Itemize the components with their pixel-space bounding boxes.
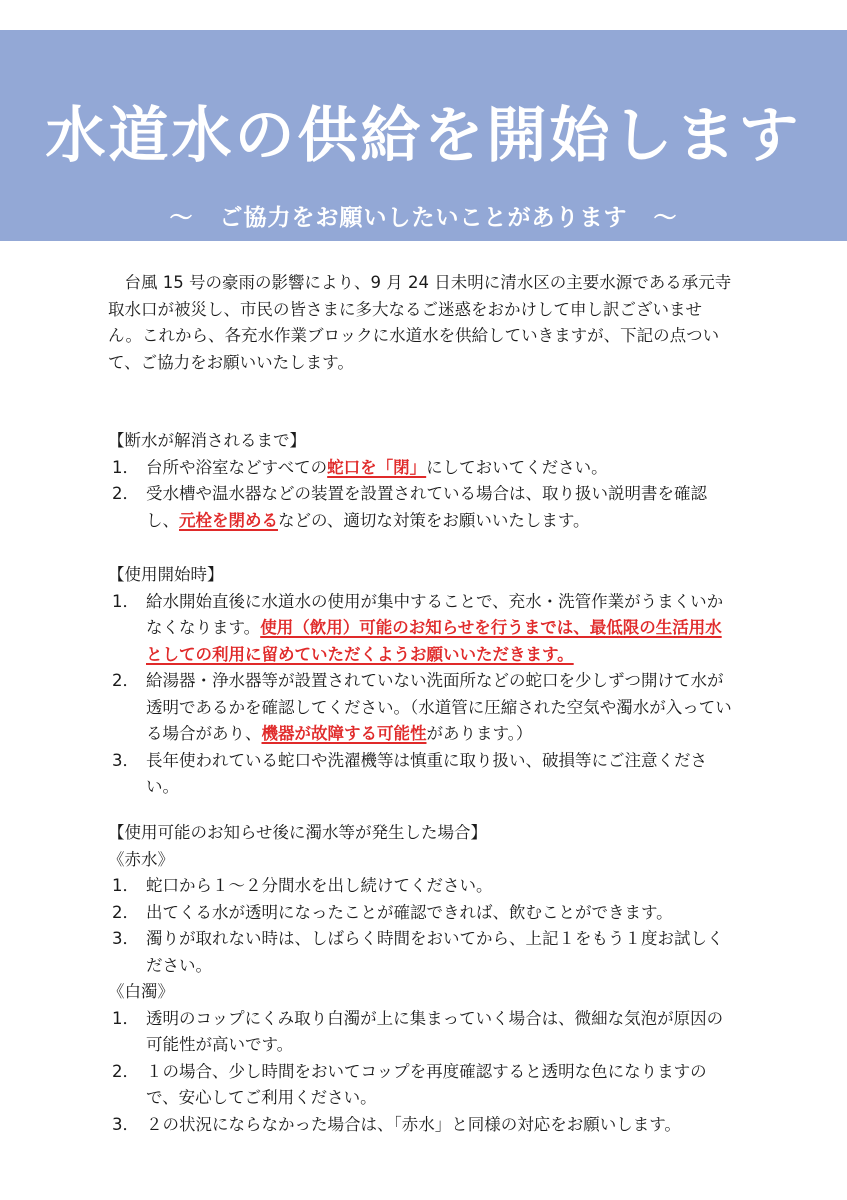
- list-item: [108, 589, 733, 669]
- item-text: 給湯器・浄水器等が設置されていない洗面所などの蛇口を少しずつ開けて水が透明であるかを確認してください。（水道管に圧縮された空気や濁水が入っている場合があり、: [146, 671, 732, 743]
- item-text: などの、適切な対策をお願いいたします。: [278, 510, 590, 530]
- subsection-label-red-water: 《赤水》: [108, 849, 174, 869]
- page-subtitle: [0, 200, 847, 236]
- list-number: 2．: [112, 1061, 139, 1081]
- red-water-list: [108, 873, 733, 979]
- header-banner: [0, 30, 847, 241]
- section-heading: 【使用可能のお知らせ後に濁水等が発生した場合】: [108, 823, 488, 842]
- item-text: 受水槽や温水器などの装置を設置されている場合は、取り扱い説明書を確認し、: [146, 484, 707, 530]
- item-text: 濁りが取れない時は、しばらく時間をおいてから、上記１をもう１度お試しください。: [146, 929, 724, 975]
- section-heading: 【断水が解消されるまで】: [108, 431, 306, 450]
- list-number: 2．: [112, 671, 139, 690]
- list-number: 1．: [112, 876, 139, 895]
- emphasis-text: 元栓を閉める: [179, 510, 278, 530]
- list-number: 3．: [112, 1114, 139, 1134]
- emphasis-text: 蛇口を「閉」: [327, 457, 427, 477]
- emphasis-text: 機器が故障する可能性: [261, 724, 427, 743]
- list-number: 2．: [112, 484, 139, 503]
- item-text: 長年使われている蛇口や洗濯機等は慎重に取り扱い、破損等にご注意ください。: [146, 750, 707, 796]
- list-item: [108, 900, 733, 927]
- list-number: 2．: [112, 902, 139, 922]
- list-number: 1．: [112, 1008, 139, 1028]
- list-number: 3．: [112, 929, 139, 948]
- list-number: 1．: [112, 457, 139, 477]
- list-item: [108, 481, 733, 534]
- section-list: [108, 589, 733, 801]
- list-item: [108, 873, 733, 900]
- list-number: 3．: [112, 750, 139, 770]
- item-text: 給水開始直後に水道水の使用が集中することで、充水・洗管作業がうまくいかなくなります。: [146, 591, 724, 637]
- white-water-list: [108, 1006, 733, 1139]
- intro-paragraph: 台風 15 号の豪雨の影響により、9 月 24 日未明に清水区の主要水源である承元寺取水口が被災し、市民の皆さまに多大なるご迷惑をおかけして申し訳ございません。これから、各充水作業ブロックに水道水を供給していきますが、下記の点ついて、ご協力をお願いいたします。: [108, 273, 732, 372]
- item-text: ２の状況にならなかった場合は、「赤水」と同様の対応をお願いします。: [146, 1114, 681, 1134]
- section-turbid-water: [108, 820, 733, 1138]
- list-item: [108, 668, 733, 748]
- item-text: にしておいてください。: [426, 457, 608, 477]
- item-text: 出てくる水が透明になったことが確認できれば、飲むことができます。: [146, 902, 673, 922]
- list-number: 1．: [112, 591, 139, 611]
- subtitle-text: ご協力をお願いしたいことがあります: [219, 205, 628, 231]
- subsection-label-white-water: 《白濁》: [108, 982, 174, 1001]
- list-item: [108, 748, 733, 801]
- emphasis-text: 使用（飲用）可能のお知らせを行うまでは、最低限の生活用水としての利用に留めていただくようお願いいただきます。: [146, 618, 722, 664]
- tilde-left: ～: [169, 205, 194, 231]
- section-list: [108, 455, 733, 535]
- item-text: 蛇口から１～２分間水を出し続けてください。: [146, 876, 493, 895]
- item-text: １の場合、少し時間をおいてコップを再度確認すると透明な色になりますので、安心してご利用ください。: [146, 1061, 707, 1107]
- list-item: [108, 455, 733, 482]
- list-item: [108, 1006, 733, 1059]
- tilde-right: ～: [653, 205, 678, 231]
- section-start-of-use: [108, 562, 733, 801]
- section-heading: 【使用開始時】: [108, 565, 224, 584]
- list-item: [108, 1112, 733, 1139]
- page-title: 水道水の供給を開始します: [45, 101, 802, 171]
- section-until-restored: [108, 428, 733, 534]
- item-text: があります。）: [426, 724, 533, 743]
- list-item: [108, 1059, 733, 1112]
- item-text: 台所や浴室などすべての: [146, 457, 328, 477]
- list-item: [108, 926, 733, 979]
- item-text: 透明のコップにくみ取り白濁が上に集まっていく場合は、微細な気泡が原因の可能性が高いです。: [146, 1008, 724, 1054]
